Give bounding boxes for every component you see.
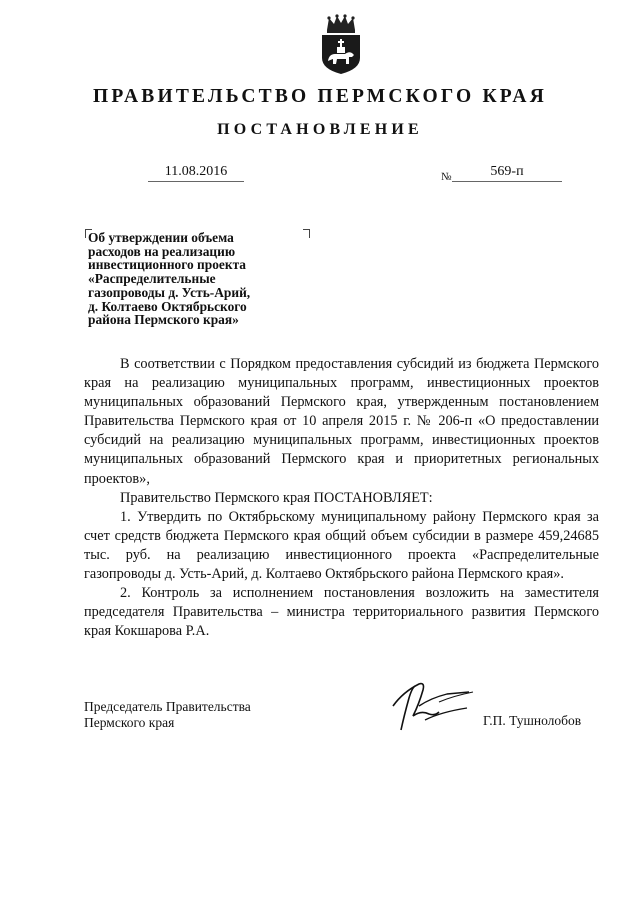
subject-line: Об утверждении объема: [88, 230, 234, 245]
document-number: 569-п: [452, 163, 562, 182]
preamble-paragraph: В соответствии с Порядком предоставления субсидий из бюджета Пермского края на реализацию муниципальных программ, инвестиционных проектов муниципальных образований Пермского края, утвержденным постановлением Правительства Пермского края от 10 апреля 2015 г. № 206-п «О предоставлении субсидий на реализацию муниципальных программ, инвестиционных проектов муниципальных образований Пермского края и приоритетных региональных проектов»,: [84, 356, 599, 487]
subject-line: газопроводы д. Усть-Арий,: [88, 284, 251, 300]
document-subject: [88, 231, 318, 327]
signer-title-line: Председатель Правительства: [84, 699, 251, 714]
handwritten-signature-icon: [389, 676, 479, 736]
subject-line: д. Колтаево Октябрьского: [88, 298, 247, 314]
subject-line: инвестиционного проекта: [88, 257, 247, 273]
number-sign: №: [441, 171, 452, 183]
clause-2: 2. Контроль за исполнением постановления возложить на заместителя председателя Правительства – министра территориального развития Пермского края Кокшарова Р.А.: [84, 585, 599, 640]
subject-line: «Распределительные: [88, 271, 216, 287]
resolution-statement: Правительство Пермского края ПОСТАНОВЛЯЕТ:: [120, 489, 433, 506]
clause-1: 1. Утвердить по Октябрьскому муниципальному району Пермского края за счет средств бюджета Пермского края общий объем субсидии в размере 459,24685 тыс. руб. на реализацию инвестиционного проекта «Распределительные газопроводы д. Усть-Арий, д. Колтаево Октябрьского района Пермского края».: [84, 508, 599, 583]
subject-line: района Пермского края»: [88, 312, 239, 328]
government-title: ПРАВИТЕЛЬСТВО ПЕРМСКОГО КРАЯ: [93, 86, 547, 107]
signer-title-line: Пермского края: [84, 714, 175, 730]
perm-krai-coat-of-arms-icon: [318, 14, 364, 76]
signer-title: [84, 699, 251, 730]
document-body: [84, 355, 599, 641]
document-type: ПОСТАНОВЛЕНИЕ: [217, 121, 423, 138]
subject-line: расходов на реализацию: [88, 243, 236, 259]
document-date: 11.08.2016: [148, 163, 244, 182]
signer-name: Г.П. Тушнолобов: [483, 713, 582, 728]
